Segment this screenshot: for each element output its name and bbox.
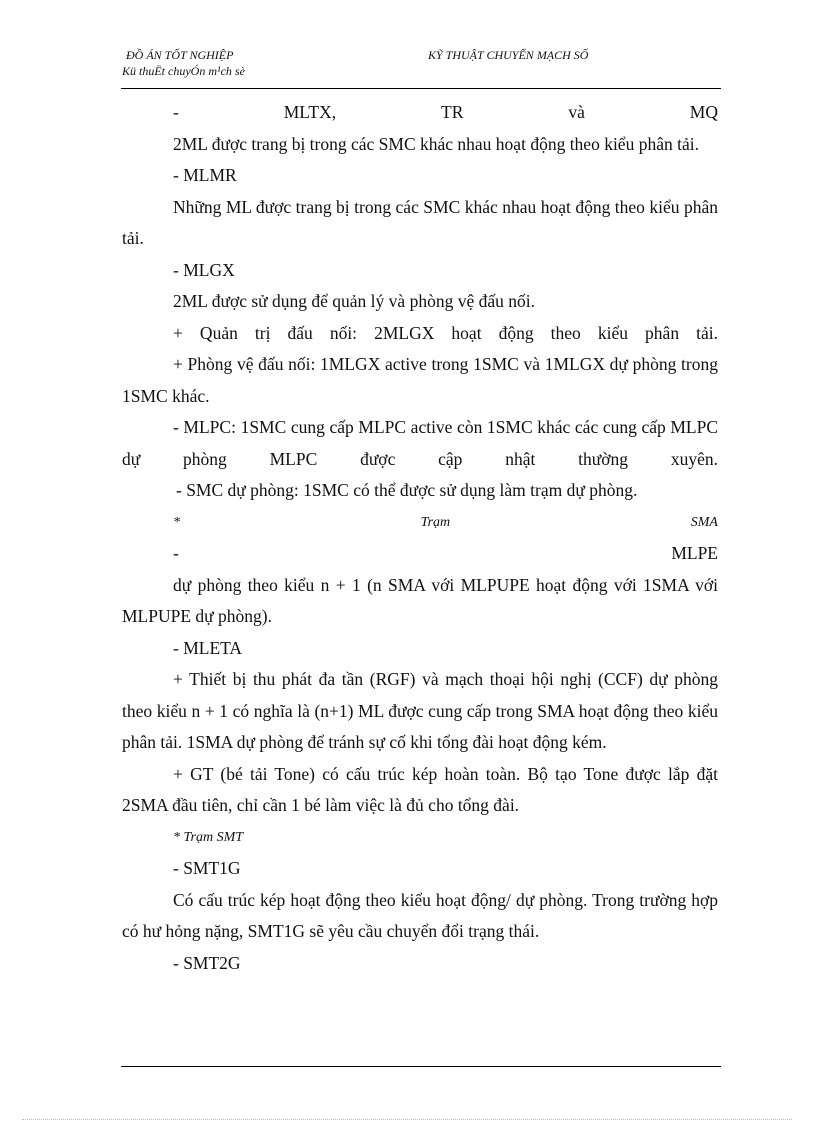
- paragraph: + Thiết bị thu phát đa tần (RGF) và mạch thoại hội nghị (CCF) dự phòng theo kiểu n + 1 có nghĩa là (n+1) ML được cung cấp trong SMA hoạt động theo kiểu phân tải. 1SMA dự phòng để tránh sự cố khi tổng đài hoạt động kém.: [122, 669, 718, 752]
- page-edge-dotted-line: [22, 1119, 792, 1120]
- paragraph: Những ML được trang bị trong các SMC khác nhau hoạt động theo kiểu phân tải.: [122, 196, 718, 248]
- paragraph: + Quản trị đấu nối: 2MLGX hoạt động theo kiểu phân tải.: [173, 322, 718, 343]
- paragraph: - SMT2G: [173, 952, 241, 973]
- header-left-subtitle: Kü thuËt chuyÓn m¹ch sè: [122, 64, 245, 78]
- paragraph: 2ML được sử dụng để quản lý và phòng vệ đấu nối.: [173, 291, 535, 311]
- section-heading: * Trạm SMT: [173, 829, 244, 845]
- paragraph: Có cấu trúc kép hoạt động theo kiểu hoạt động/ dự phòng. Trong trường hợp có hư hỏng nặng, SMT1G sẽ yêu cầu chuyển đổi trạng thái.: [122, 889, 718, 941]
- header-left-title: ĐỒ ÁN TỐT NGHIỆP: [126, 48, 234, 62]
- footer-rule: [121, 1066, 721, 1067]
- text-span: -: [173, 102, 179, 122]
- text-span: MLPE: [671, 543, 718, 563]
- line-tram-sma: [122, 507, 718, 539]
- header-rule: [121, 88, 721, 89]
- paragraph: - MLGX: [173, 259, 235, 280]
- text-span: TR: [441, 102, 464, 122]
- paragraph: - MLPC: 1SMC cung cấp MLPC active còn 1SMC khác các cung cấp MLPC dự phòng MLPC được cập nhật thường xuyên.: [122, 417, 718, 469]
- paragraph: - SMT1G: [173, 858, 241, 878]
- document-body: [122, 97, 718, 979]
- text-span: -: [173, 543, 179, 563]
- paragraph: + GT (bé tải Tone) có cấu trúc kép hoàn toàn. Bộ tạo Tone được lắp đặt 2SMA đầu tiên, chỉ cần 1 bé làm việc là đủ cho tổng đài.: [122, 763, 718, 815]
- paragraph: + Phòng vệ đấu nối: 1MLGX active trong 1SMC và 1MLGX dự phòng trong 1SMC khác.: [122, 354, 718, 406]
- text-span: và: [568, 102, 585, 122]
- paragraph: - MLMR: [173, 165, 237, 185]
- paragraph: - MLETA: [173, 637, 243, 658]
- paragraph: dự phòng theo kiểu n + 1 (n SMA với MLPUPE hoạt động với 1SMA với MLPUPE dự phòng).: [122, 574, 718, 626]
- text-span: SMA: [690, 514, 718, 530]
- line-mlpe: [122, 538, 718, 570]
- text-span: MLTX,: [283, 102, 337, 122]
- text-span: *: [173, 514, 180, 530]
- paragraph: - SMC dự phòng: 1SMC có thể được sử dụng làm trạm dự phòng.: [176, 480, 638, 500]
- text-span: Trạm: [420, 514, 451, 530]
- paragraph: 2ML được trang bị trong các SMC khác nhau hoạt động theo kiểu phân tải.: [173, 133, 699, 154]
- page-header: [122, 48, 722, 90]
- text-span: MQ: [689, 102, 718, 122]
- header-center-title: KỸ THUẬT CHUYỂN MẠCH SỐ: [428, 48, 589, 62]
- line-mltx-tr-mq: [122, 97, 718, 129]
